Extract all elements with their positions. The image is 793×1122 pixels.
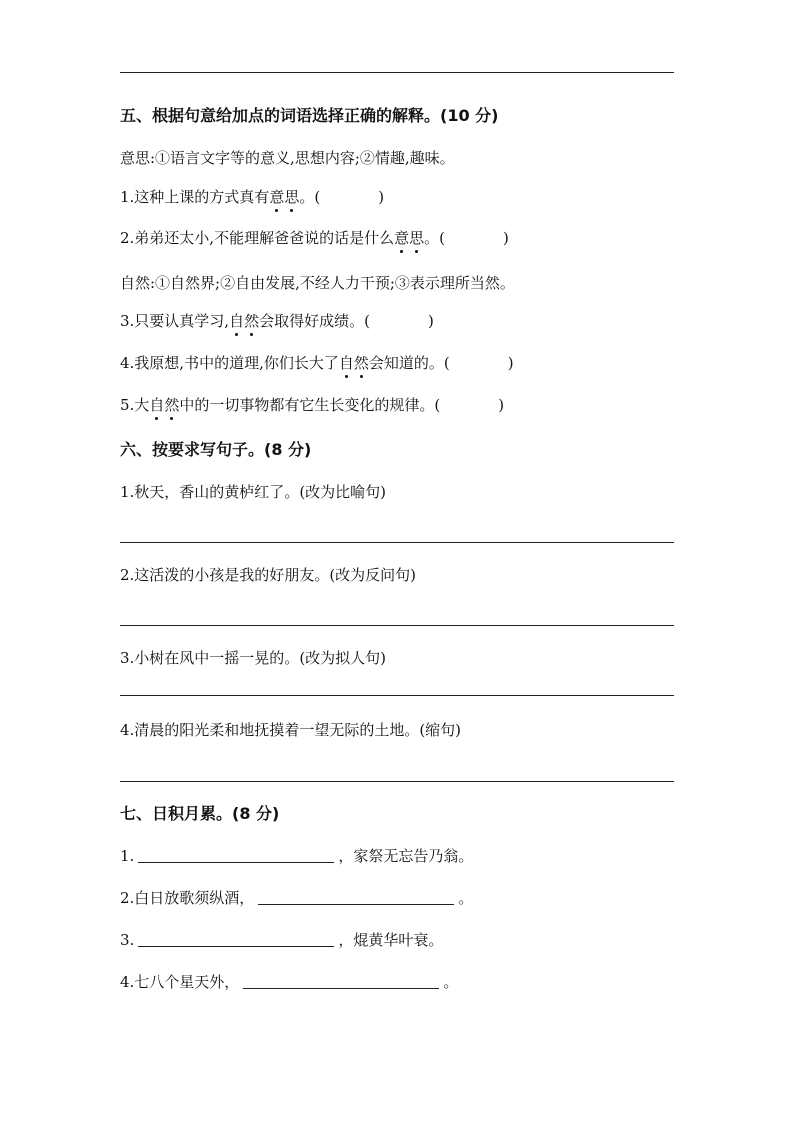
section7-heading: 七、日积月累。(8 分): [120, 804, 280, 823]
question-6-4: 4.清晨的阳光柔和地抚摸着一望无际的土地。(缩句): [120, 721, 462, 739]
answer-line-6-1[interactable]: [120, 542, 674, 543]
definition-yisi: 意思:①语言文字等的意义,思想内容;②情趣,趣味。: [120, 149, 455, 167]
dotted-char: 然: [244, 312, 260, 330]
dotted-char: 然: [353, 354, 369, 372]
dotted-char: 思: [409, 229, 425, 247]
fill-blank[interactable]: [258, 903, 454, 905]
dotted-char: 思: [284, 188, 300, 206]
question-5-1: 1.这种上课的方式真有意思。( ): [120, 188, 385, 206]
question-7-2: 2.白日放歌须纵酒， 。: [120, 889, 474, 907]
section6-heading: 六、按要求写句子。(8 分): [120, 440, 312, 459]
top-rule: [120, 72, 674, 73]
question-5-3: 3.只要认真学习,自然会取得好成绩。( ): [120, 312, 434, 330]
dotted-char: 然: [164, 396, 180, 414]
answer-line-6-2[interactable]: [120, 625, 674, 626]
fill-blank[interactable]: [138, 945, 334, 947]
section5-heading: 五、根据句意给加点的词语选择正确的解释。(10 分): [120, 106, 499, 125]
question-5-4: 4.我原想,书中的道理,你们长大了自然会知道的。( ): [120, 354, 514, 372]
dotted-char: 意: [394, 229, 410, 247]
question-6-1: 1.秋天，香山的黄栌红了。(改为比喻句): [120, 483, 387, 501]
definition-ziran: 自然:①自然界;②自由发展,不经人力干预;③表示理所当然。: [120, 274, 515, 292]
question-5-2: 2.弟弟还太小,不能理解爸爸说的话是什么意思。( ): [120, 229, 509, 247]
fill-blank[interactable]: [138, 861, 334, 863]
fill-blank[interactable]: [243, 987, 439, 989]
answer-line-6-3[interactable]: [120, 695, 674, 696]
question-6-3: 3.小树在风中一摇一晃的。(改为拟人句): [120, 649, 387, 667]
dotted-char: 自: [229, 312, 245, 330]
question-7-4: 4.七八个星天外， 。: [120, 973, 459, 991]
question-7-3: 3. ，焜黄华叶衰。: [120, 931, 444, 949]
question-7-1: 1. ，家祭无忘告乃翁。: [120, 847, 474, 865]
answer-line-6-4[interactable]: [120, 781, 674, 782]
question-5-5: 5.大自然中的一切事物都有它生长变化的规律。( ): [120, 396, 505, 414]
dotted-char: 自: [149, 396, 165, 414]
question-6-2: 2.这活泼的小孩是我的好朋友。(改为反问句): [120, 566, 417, 584]
dotted-char: 自: [338, 354, 354, 372]
dotted-char: 意: [269, 188, 285, 206]
